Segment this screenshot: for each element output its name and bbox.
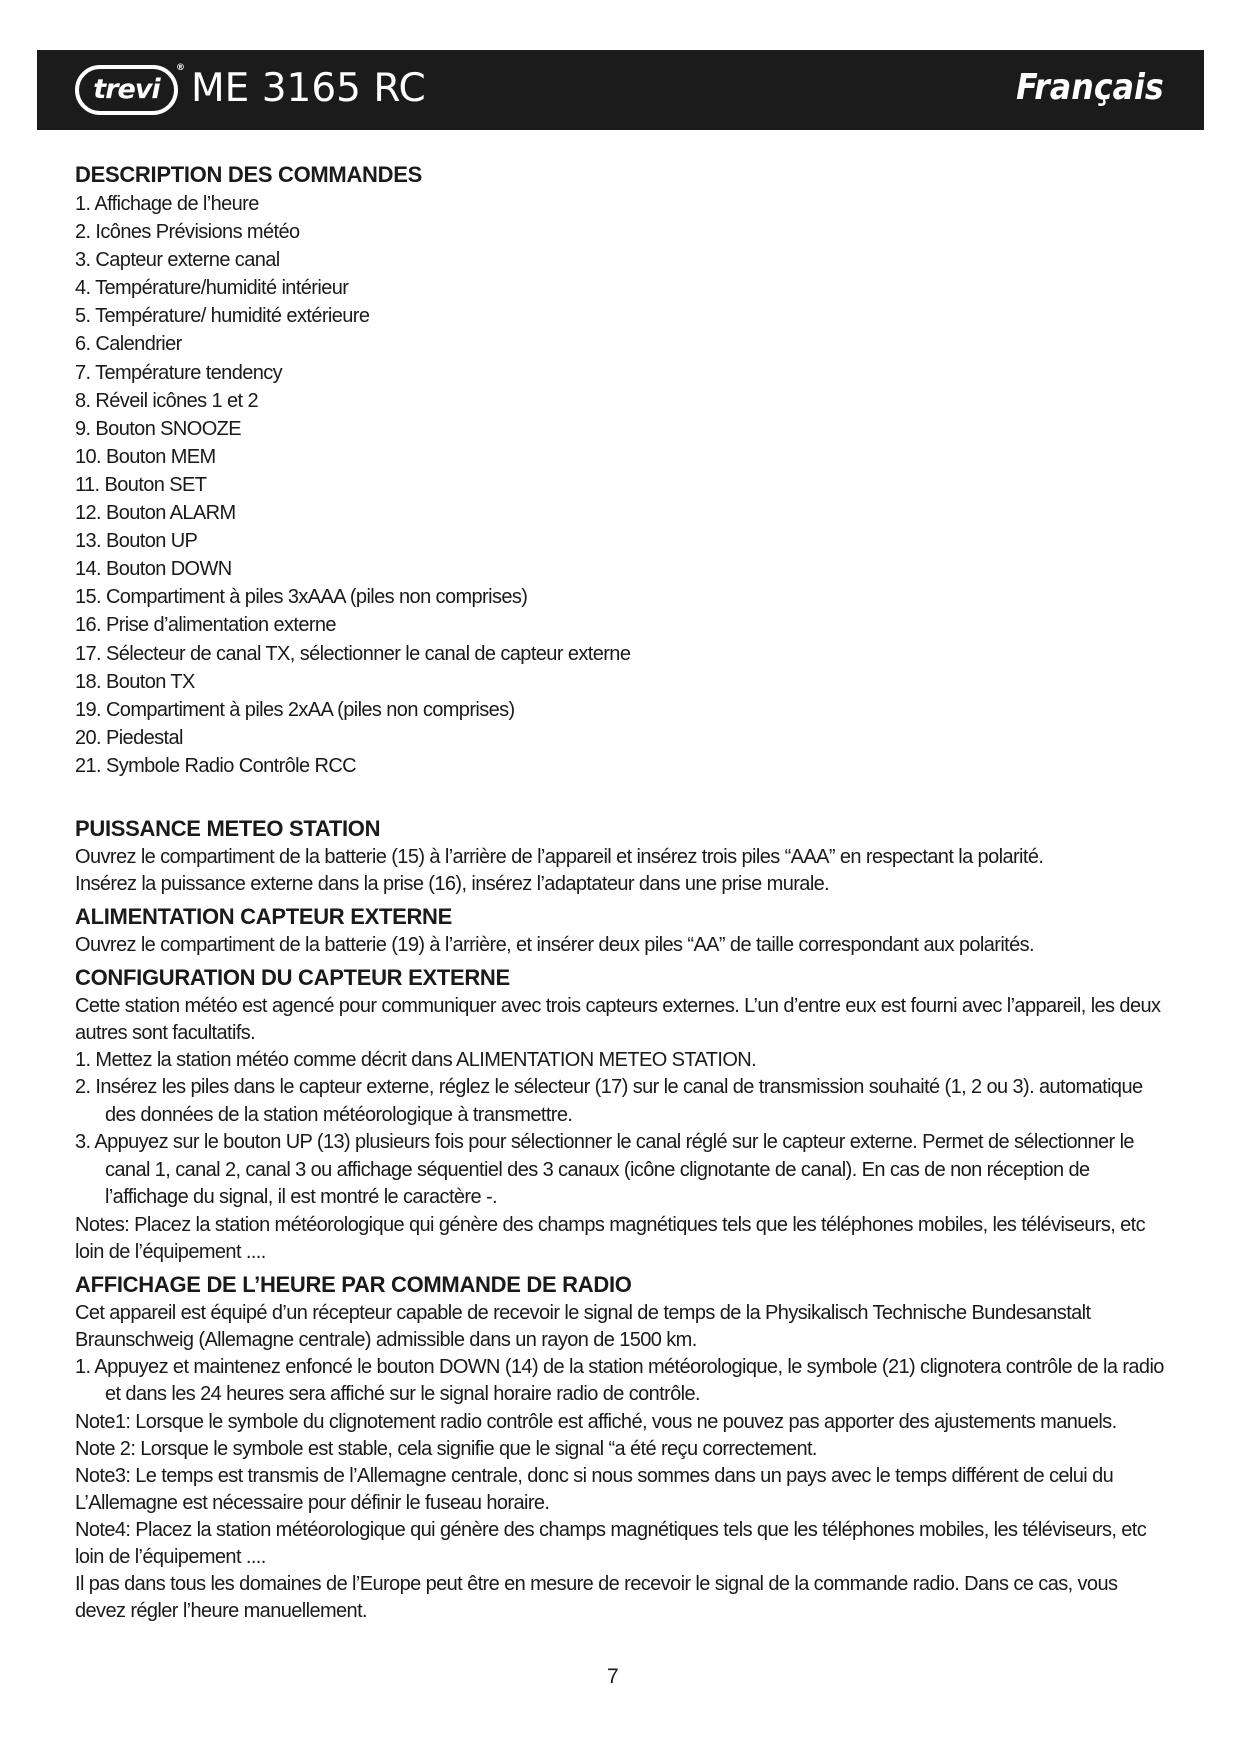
sensor-config-intro: Cette station météo est agencé pour communiquer avec trois capteurs externes. L’un d’entre eux est fourni avec l’appareil, les deux autres sont facultatifs. [75,994,1161,1044]
sensor-config-heading: CONFIGURATION DU CAPTEUR EXTERNE [75,964,510,990]
list-item: 16. Prise d’alimentation externe [75,614,336,637]
list-item: 3. Capteur externe canal [75,249,280,272]
list-item: 4. Température/humidité intérieur [75,277,349,300]
sensor-power-heading: ALIMENTATION CAPTEUR EXTERNE [75,903,453,929]
language-label: Français [1016,67,1164,108]
list-item: 11. Bouton SET [75,473,207,496]
radio-time-intro: Cet appareil est équipé d’un récepteur capable de recevoir le signal de temps de la Physikalisch Technische Bundesanstalt Braunschweig (Allemagne centrale) admissible dans un rayon de 1500 km. [75,1301,1091,1351]
radio-time-note: Note3: Le temps est transmis de l’Allemagne centrale, donc si nous sommes dans un pays avec le temps différent de celui du L’Allemagne est nécessaire pour définir le fuseau horaire. [75,1464,1114,1514]
trevi-logo [75,63,185,115]
list-item: 12. Bouton ALARM [75,502,236,525]
list-item: 7. Température tendency [75,361,283,384]
list-item: 6. Calendrier [75,333,182,356]
list-item: 21. Symbole Radio Contrôle RCC [75,754,357,777]
logo-text: trevi [93,74,160,105]
commands-list [75,190,1167,780]
radio-time-note: Note1: Lorsque le symbole du clignotement radio contrôle est affiché, vous ne pouvez pas apporter des ajustements manuels. [75,1410,1117,1433]
page-number: 7 [607,1665,619,1688]
radio-time-note: Note4: Placez la station météorologique qui génère des champs magnétiques tels que les téléphones mobiles, les téléviseurs, etc loin de l’équipement .... [75,1518,1147,1568]
list-item: 20. Piedestal [75,726,183,749]
sensor-config-step: 2. Insérez les piles dans le capteur externe, réglez le sélecteur (17) sur le canal de transmission souhaité (1, 2 ou 3). automatique des données de la station météorologique à transmettre. [75,1076,1143,1126]
list-item: 5. Température/ humidité extérieure [75,305,370,328]
radio-time-note: Il pas dans tous les domaines de l’Europe peut être en mesure de recevoir le signal de la commande radio. Dans ce cas, vous devez régler l’heure manuellement. [75,1572,1118,1622]
list-item: 10. Bouton MEM [75,445,216,468]
power-paragraph: Insérez la puissance externe dans la prise (16), insérez l’adaptateur dans une prise murale. [75,872,830,895]
power-paragraph: Ouvrez le compartiment de la batterie (15) à l’arrière de l’appareil et insérez trois piles “AAA” en respectant la polarité. [75,845,1044,868]
list-item: 19. Compartiment à piles 2xAA (piles non comprises) [75,698,515,721]
list-item: 14. Bouton DOWN [75,558,232,581]
page-header [37,50,1204,130]
list-item: 15. Compartiment à piles 3xAAA (piles non comprises) [75,586,528,609]
registered-mark: ® [176,63,185,73]
sensor-config-note: Notes: Placez la station météorologique qui génère des champs magnétiques tels que les téléphones mobiles, les téléviseurs, etc loin de l’équipement .... [75,1213,1146,1263]
sensor-power-paragraph: Ouvrez le compartiment de la batterie (19) à l’arrière, et insérer deux piles “AA” de taille correspondant aux polarités. [75,933,1035,956]
list-item: 18. Bouton TX [75,670,195,693]
page-content [75,160,1167,1625]
list-item: 2. Icônes Prévisions météo [75,221,300,244]
list-item: 9. Bouton SNOOZE [75,417,242,440]
list-item: 13. Bouton UP [75,530,198,553]
list-item: 17. Sélecteur de canal TX, sélectionner le canal de capteur externe [75,642,631,665]
model-title: ME 3165 RC [191,66,426,111]
sensor-config-step: 1. Mettez la station météo comme décrit dans ALIMENTATION METEO STATION. [75,1048,757,1071]
radio-time-step: 1. Appuyez et maintenez enfoncé le bouton DOWN (14) de la station météorologique, le symbole (21) clignotera contrôle de la radio et dans les 24 heures sera affiché sur le signal horaire radio de contrôle. [75,1355,1164,1406]
power-heading: PUISSANCE METEO STATION [75,815,381,841]
sensor-config-step: 3. Appuyez sur le bouton UP (13) plusieurs fois pour sélectionner le canal réglé sur le capteur externe. Permet de sélectionner le canal 1, canal 2, canal 3 ou affichage séquentiel des 3 canaux (icône clignotante de canal). En cas de non réception de l’affichage du signal, il est montré le caractère -. [75,1131,1134,1209]
radio-time-heading: AFFICHAGE DE L’HEURE PAR COMMANDE DE RADIO [75,1271,632,1297]
list-item: 8. Réveil icônes 1 et 2 [75,389,258,412]
commands-heading: DESCRIPTION DES COMMANDES [75,162,422,187]
list-item: 1. Affichage de l’heure [75,193,259,215]
radio-time-note: Note 2: Lorsque le symbole est stable, cela signifie que le signal “a été reçu correctement. [75,1437,817,1460]
